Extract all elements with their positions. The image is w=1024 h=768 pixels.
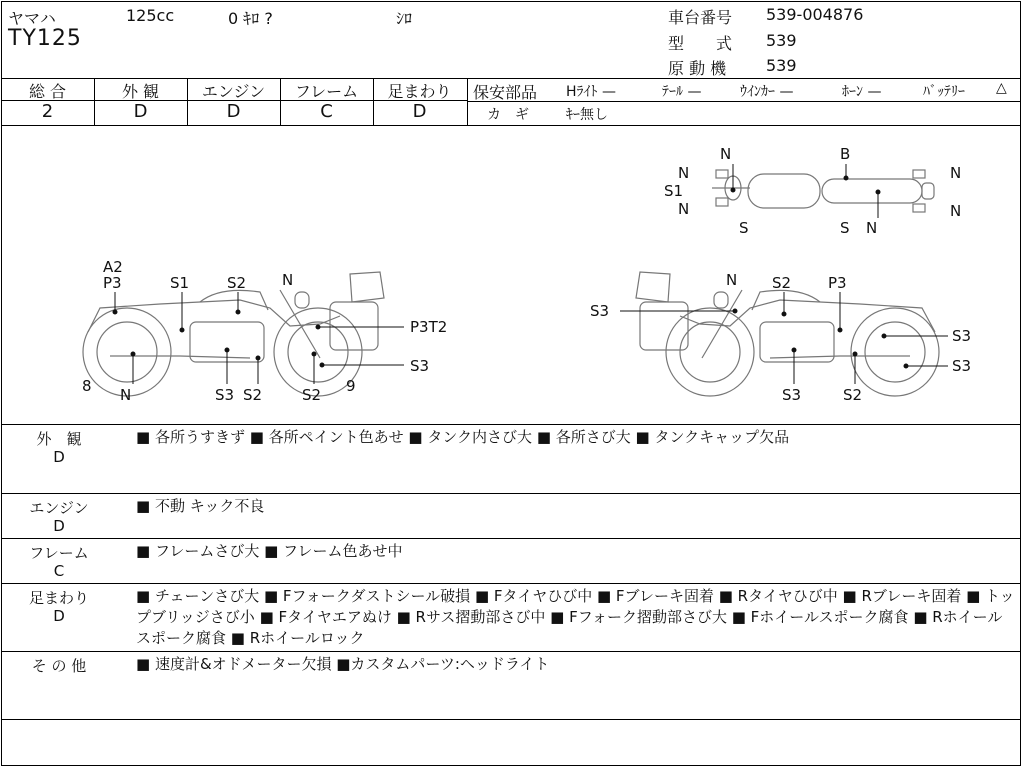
diagram-label: A2 xyxy=(103,258,123,276)
grade-value-engine: D xyxy=(226,101,241,122)
diagram-label: S3 xyxy=(215,386,235,404)
engine-value: 539 xyxy=(766,56,797,75)
divider xyxy=(467,78,468,125)
section-text-frame: ■ フレームさび大 ■ フレーム色あせ中 xyxy=(136,542,403,560)
grade-value-exterior: D xyxy=(133,101,148,122)
safety-winker: ｳｲﾝｶｰ — xyxy=(740,84,794,100)
model-name: TY125 xyxy=(8,26,82,51)
top-view-bike xyxy=(712,170,934,212)
diagram-label: S2 xyxy=(843,386,863,404)
section-grade-suspension: D xyxy=(53,607,65,625)
divider xyxy=(467,101,1021,102)
diagram-label: N xyxy=(120,386,132,404)
diagram-label: P3 xyxy=(103,274,122,292)
diagram-label: N xyxy=(866,219,878,237)
diagram-label: N xyxy=(726,271,738,289)
grade-label-exterior: 外 観 xyxy=(121,82,160,101)
diagram-label: N xyxy=(720,145,732,163)
diagram-label: 9 xyxy=(346,377,356,395)
diagram-label: N xyxy=(950,164,962,182)
displacement: 125cc xyxy=(126,6,175,25)
safety-headlight: Hﾗｲﾄ — xyxy=(566,84,616,100)
section-label-engine: エンジン xyxy=(29,499,89,517)
diagram-label: S xyxy=(840,219,850,237)
divider xyxy=(1,493,1021,494)
diagram-label: S1 xyxy=(170,274,190,292)
section-label-other: そ の 他 xyxy=(31,657,87,675)
safety-horn: ﾎｰﾝ — xyxy=(842,84,882,100)
frame-no: 539-004876 xyxy=(766,5,864,24)
section-grade-frame: C xyxy=(53,562,65,580)
divider xyxy=(1,651,1021,652)
key-value: ｷｰ無し xyxy=(566,107,608,123)
type-label: 型 式 xyxy=(668,34,733,53)
section-label-exterior: 外 観 xyxy=(36,430,82,448)
diagram-label: S3 xyxy=(410,357,430,375)
safety-battery: ﾊﾞｯﾃﾘｰ xyxy=(923,84,965,100)
section-text-exterior: ■ 各所うすきず ■ 各所ペイント色あせ ■ タンク内さび大 ■ 各所さび大 ■ タンクキャップ欠品 xyxy=(136,428,790,446)
diagram-label: S1 xyxy=(664,182,684,200)
diagram-label: N xyxy=(950,202,962,220)
diagram-label: S2 xyxy=(243,386,263,404)
grade-label-frame: フレーム xyxy=(294,82,359,101)
damage-diagram xyxy=(0,126,1024,424)
safety-tail: ﾃｰﾙ — xyxy=(662,84,702,100)
color: ｼﾛ xyxy=(396,9,413,28)
grade-label-overall: 総 合 xyxy=(28,82,67,101)
grade-label-suspension: 足まわり xyxy=(387,82,452,101)
grade-value-frame: C xyxy=(320,101,333,122)
frame-no-label: 車台番号 xyxy=(668,8,733,27)
diagram-label: S2 xyxy=(302,386,322,404)
diagram-label: S3 xyxy=(782,386,802,404)
section-label-suspension: 足まわり xyxy=(28,589,89,607)
triangle-icon: △ xyxy=(996,80,1007,96)
diagram-label: P3T2 xyxy=(410,318,448,336)
diagram-label: S3 xyxy=(952,327,972,345)
diagram-label: B xyxy=(840,145,851,163)
diagram-label: S3 xyxy=(952,357,972,375)
grade-label-engine: エンジン xyxy=(201,82,266,101)
key-label: カ ギ xyxy=(487,107,529,123)
section-text-suspension: ■ チェーンさび大 ■ Fフォークダストシール破損 ■ Fタイヤひび中 ■ Fブレーキ固着 ■ Rタイヤひび中 ■ Rブレーキ固着 ■ トップブリッジさび小 ■ Fタイヤエアぬけ ■ Rサス摺動部さび中 ■ Fフォーク摺動部さび大 ■ Fホイールスポーク腐食 ■ Rホイールスポーク腐食 ■ Rホイールロック xyxy=(136,587,1015,647)
section-text-engine: ■ 不動 キック不良 xyxy=(136,497,265,515)
diagram-label: N xyxy=(282,271,294,289)
diagram-label: S3 xyxy=(590,302,610,320)
diagram-label: N xyxy=(678,164,690,182)
mileage: 0 ｷﾛ ? xyxy=(228,9,273,28)
grade-value-suspension: D xyxy=(412,101,427,122)
section-text-other: ■ 速度計&オドメーター欠損 ■カスタムパーツ:ヘッドライト xyxy=(136,655,550,673)
diagram-label: S2 xyxy=(227,274,247,292)
section-grade-exterior: D xyxy=(53,448,65,466)
diagram-label: S xyxy=(739,219,749,237)
section-label-frame: フレーム xyxy=(29,544,89,562)
section-grade-engine: D xyxy=(53,517,65,535)
safety-title: 保安部品 xyxy=(473,83,538,102)
divider xyxy=(1,583,1021,584)
engine-label: 原 動 機 xyxy=(668,59,727,78)
diagram-label: S2 xyxy=(772,274,792,292)
type-value: 539 xyxy=(766,31,797,50)
grade-value-overall: 2 xyxy=(41,101,54,122)
divider xyxy=(1,719,1021,720)
maker: ヤマハ xyxy=(8,9,56,28)
diagram-label: N xyxy=(678,200,690,218)
diagram-label: 8 xyxy=(82,377,92,395)
divider xyxy=(1,424,1021,425)
diagram-label: P3 xyxy=(828,274,847,292)
divider xyxy=(1,538,1021,539)
